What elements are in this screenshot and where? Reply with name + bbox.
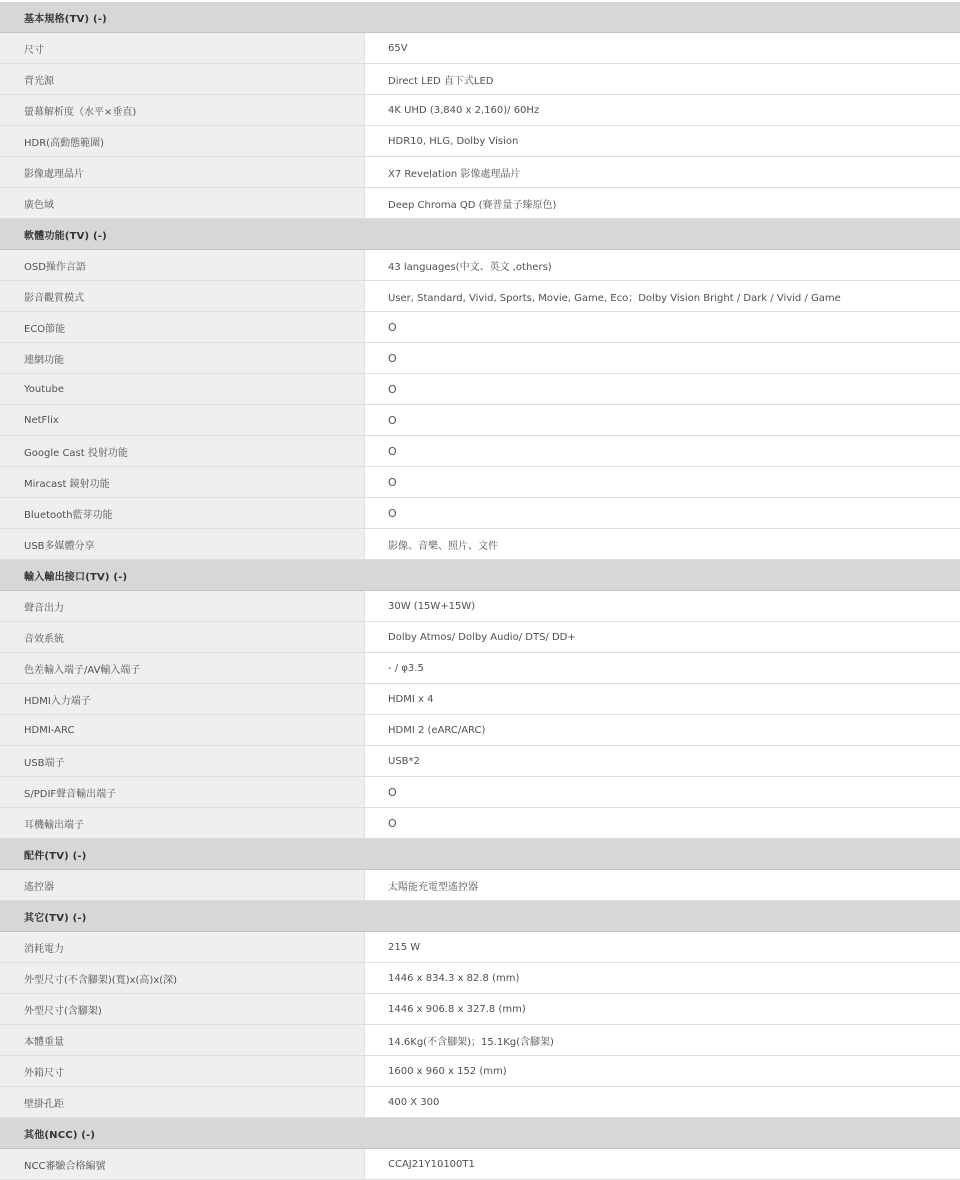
spec-value: 215 W [365, 932, 960, 962]
spec-row [0, 126, 960, 157]
spec-row [0, 312, 960, 343]
spec-value: O [365, 405, 960, 435]
spec-label: 消耗電力 [0, 932, 365, 962]
spec-label: 影音觀賞模式 [0, 281, 365, 311]
spec-row [0, 250, 960, 281]
spec-row [0, 1087, 960, 1118]
spec-value: 影像、音樂、照片、文件 [365, 529, 960, 559]
spec-label: Bluetooth藍芽功能 [0, 498, 365, 528]
spec-label: NetFlix [0, 405, 365, 435]
spec-label: ECO節能 [0, 312, 365, 342]
spec-value: O [365, 343, 960, 373]
spec-value: HDR10, HLG, Dolby Vision [365, 126, 960, 156]
spec-row [0, 1149, 960, 1180]
spec-value: - / φ3.5 [365, 653, 960, 683]
spec-value: 400 X 300 [365, 1087, 960, 1117]
spec-row [0, 529, 960, 560]
spec-label: 背光源 [0, 64, 365, 94]
spec-label: Google Cast 投射功能 [0, 436, 365, 466]
spec-row [0, 436, 960, 467]
spec-table [0, 2, 960, 1180]
spec-label: USB多媒體分享 [0, 529, 365, 559]
spec-value: HDMI 2 (eARC/ARC) [365, 715, 960, 745]
spec-label: 連網功能 [0, 343, 365, 373]
spec-value: 1446 x 834.3 x 82.8 (mm) [365, 963, 960, 993]
spec-value: X7 Revelation 影像處理晶片 [365, 157, 960, 187]
spec-label: USB端子 [0, 746, 365, 776]
section-header: 輸入輸出接口(TV) (-) [0, 560, 960, 591]
spec-row [0, 33, 960, 64]
spec-row [0, 746, 960, 777]
spec-row [0, 405, 960, 436]
spec-value: O [365, 436, 960, 466]
spec-label: 遙控器 [0, 870, 365, 900]
spec-label: 外箱尺寸 [0, 1056, 365, 1086]
spec-label: NCC審驗合格編號 [0, 1149, 365, 1179]
spec-label: 外型尺寸(不含腳架)(寬)x(高)x(深) [0, 963, 365, 993]
spec-label: HDMI入力端子 [0, 684, 365, 714]
spec-row [0, 994, 960, 1025]
spec-value: 43 languages(中文、英文 ,others) [365, 250, 960, 280]
spec-row [0, 653, 960, 684]
spec-value: CCAJ21Y10100T1 [365, 1149, 960, 1179]
spec-row [0, 777, 960, 808]
spec-label: 聲音出力 [0, 591, 365, 621]
spec-label: HDR(高動態範圍) [0, 126, 365, 156]
spec-label: OSD操作言語 [0, 250, 365, 280]
spec-label: 螢幕解析度（水平×垂直) [0, 95, 365, 125]
spec-row [0, 467, 960, 498]
spec-label: 本體重量 [0, 1025, 365, 1055]
spec-value: Dolby Atmos/ Dolby Audio/ DTS/ DD+ [365, 622, 960, 652]
spec-row [0, 281, 960, 312]
spec-row [0, 963, 960, 994]
spec-row [0, 622, 960, 653]
spec-label: Youtube [0, 374, 365, 404]
spec-row [0, 374, 960, 405]
section-header: 軟體功能(TV) (-) [0, 219, 960, 250]
spec-value: Deep Chroma QD (賽普量子臻原色) [365, 188, 960, 218]
spec-value: User, Standard, Vivid, Sports, Movie, Game, Eco；Dolby Vision Bright / Dark / Vivid / Game [365, 281, 960, 311]
spec-row [0, 1025, 960, 1056]
spec-label: Miracast 鏡射功能 [0, 467, 365, 497]
spec-label: HDMI-ARC [0, 715, 365, 745]
spec-value: 4K UHD (3,840 x 2,160)/ 60Hz [365, 95, 960, 125]
spec-value: O [365, 467, 960, 497]
spec-value: O [365, 312, 960, 342]
spec-label: 耳機輸出端子 [0, 808, 365, 838]
spec-row [0, 591, 960, 622]
spec-label: 音效系統 [0, 622, 365, 652]
spec-value: 1446 x 906.8 x 327.8 (mm) [365, 994, 960, 1024]
spec-row [0, 808, 960, 839]
spec-row [0, 188, 960, 219]
spec-value: O [365, 498, 960, 528]
spec-value: O [365, 808, 960, 838]
spec-row [0, 498, 960, 529]
spec-label: 尺寸 [0, 33, 365, 63]
spec-label: 色差輸入端子/AV輸入端子 [0, 653, 365, 683]
spec-value: 1600 x 960 x 152 (mm) [365, 1056, 960, 1086]
spec-value: 太陽能充電型遙控器 [365, 870, 960, 900]
spec-value: Direct LED 直下式LED [365, 64, 960, 94]
spec-label: 外型尺寸(含腳架) [0, 994, 365, 1024]
spec-row [0, 157, 960, 188]
spec-label: 廣色域 [0, 188, 365, 218]
spec-value: HDMI x 4 [365, 684, 960, 714]
spec-value: 65V [365, 33, 960, 63]
spec-row [0, 684, 960, 715]
spec-value: 30W (15W+15W) [365, 591, 960, 621]
spec-row [0, 715, 960, 746]
spec-value: 14.6Kg(不含腳架)；15.1Kg(含腳架) [365, 1025, 960, 1055]
spec-value: O [365, 777, 960, 807]
spec-row [0, 932, 960, 963]
spec-value: USB*2 [365, 746, 960, 776]
spec-row [0, 1056, 960, 1087]
spec-row [0, 343, 960, 374]
spec-label: S/PDIF聲音輸出端子 [0, 777, 365, 807]
section-header: 其它(TV) (-) [0, 901, 960, 932]
spec-label: 壁掛孔距 [0, 1087, 365, 1117]
section-header: 基本規格(TV) (-) [0, 2, 960, 33]
spec-value: O [365, 374, 960, 404]
spec-row [0, 95, 960, 126]
section-header: 配件(TV) (-) [0, 839, 960, 870]
section-header: 其他(NCC) (-) [0, 1118, 960, 1149]
spec-row [0, 870, 960, 901]
spec-label: 影像處理晶片 [0, 157, 365, 187]
spec-row [0, 64, 960, 95]
